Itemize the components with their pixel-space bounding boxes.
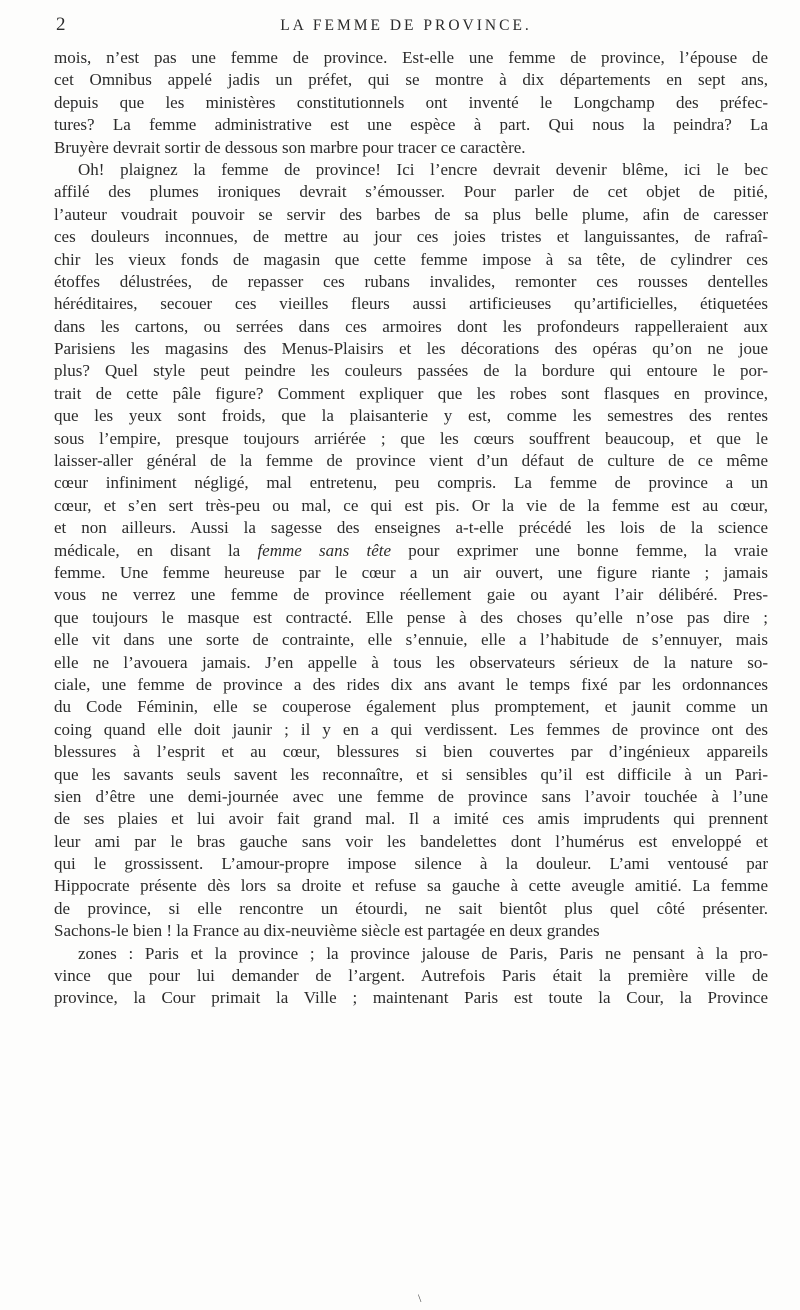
text-line: depuis que les ministères constitutionnels ont inventé le Longchamp des préfec-: [54, 92, 768, 112]
text-line: que les yeux sont froids, que la plaisanterie y est, comme les semestres des rentes: [54, 406, 768, 426]
text-line: du Code Féminin, elle se couperose également plus promptement, et jaunit comme un: [54, 697, 768, 717]
text-line: chir les vieux fonds de magasin que cette femme impose à sa tête, de cylindrer ces: [54, 249, 768, 269]
text-line: que toujours le masque est contracté. Elle pense à des choses qu’elle n’ose pas dire ;: [54, 607, 768, 627]
text-line: mois, n’est pas une femme de province. Est-elle une femme de province, l’épouse de: [54, 48, 768, 67]
text-line: dans les cartons, ou serrées dans ces armoires dont les profondeurs rappelleraient aux: [54, 316, 768, 336]
text-line: province, la Cour primait la Ville ; maintenant Paris est toute la Cour, la Province: [54, 988, 768, 1008]
text-line: cœur, et s’en sert très-peu ou mal, ce qui est pis. Or la vie de la femme est au cœur,: [54, 495, 768, 515]
text-line: ces douleurs inconnues, de mettre au jour ces joies tristes et languissantes, de rafraî-: [54, 227, 768, 247]
text-line: et non ailleurs. Aussi la sagesse des enseignes a-t-elle précédé les lois de la science: [54, 518, 768, 538]
text-line: de ses plaies et lui avoir fait grand mal. Il a imité ces amis imprudents qui prennent: [54, 809, 768, 829]
text-line: plus? Quel style peut peindre les couleurs passées de la bordure qui entoure le por-: [54, 361, 768, 381]
running-title: LA FEMME DE PROVINCE.: [280, 17, 532, 34]
text-line: elle ne l’avouera jamais. J’en appelle à tous les observateurs sérieux de la nature so-: [54, 652, 768, 672]
text-line: femme. Une femme heureuse par le cœur a un air ouvert, une figure riante ; jamais: [54, 562, 768, 582]
text-line-italic-phrase: [54, 540, 768, 562]
text-line: Bruyère devrait sortir de dessous son marbre pour tracer ce caractère.: [54, 137, 526, 157]
text-line: [54, 1010, 768, 1032]
text-line: coing quand elle doit jaunir ; il y en a qui verdissent. Les femmes de province ont des: [54, 719, 768, 739]
text-segment: pour exprimer une bonne femme, la vraie: [391, 540, 768, 560]
text-line: Oh! plaignez la femme de province! Ici l’encre devrait devenir blême, ici le bec: [78, 159, 768, 179]
text-line: Sachons-le bien ! la France au dix-neuvième siècle est partagée en deux grandes: [54, 921, 600, 941]
running-head: [56, 14, 756, 36]
text-line: leur ami par le bras gauche sans voir les bandelettes dont l’humérus est enveloppé et: [54, 831, 768, 851]
text-line: zones : Paris et la province ; la province jalouse de Paris, Paris ne pensant à la pro-: [78, 943, 768, 963]
text-line: sien d’être une demi-journée avec une femme de province sans l’avoir touchée à l’une: [54, 786, 768, 806]
text-line: héréditaires, secouer ces vieilles fleurs aussi artificieuses qu’artificielles, étiquetées: [54, 294, 768, 314]
text-line: laisser-aller général de la femme de province vient d’un défaut de culture de ce même: [54, 451, 768, 471]
text-line: elle vit dans une sorte de contrainte, elle s’ennuie, elle a l’habitude de s’ennuyer, mais: [54, 630, 768, 650]
text-segment: médicale, en disant la: [54, 540, 258, 560]
text-line: l’auteur voudrait pouvoir se servir des barbes de sa plus belle plume, afin de caresser: [54, 204, 768, 224]
text-line: vince que pour lui demander de l’argent. Autrefois Paris était la première ville de: [54, 966, 768, 986]
text-line: Parisiens les magasins des Menus-Plaisirs et les décorations des opéras qu’on ne joue: [54, 339, 768, 359]
text-line: ciale, une femme de province a des rides dix ans avant le temps fixé par les ordonnances: [54, 674, 768, 694]
text-line: que les savants seuls savent les reconnaître, et si sensibles qu’il est difficile à un Pari-: [54, 764, 768, 784]
text-line: cœur infiniment négligé, mal entretenu, peu compris. La femme de province a un: [54, 473, 768, 493]
italic-phrase: femme sans tête: [257, 540, 392, 560]
text-line: étoffes délustrées, de repasser ces rubans invalides, remonter ces rousses dentelles: [54, 271, 768, 291]
text-line: vous ne verrez une femme de province réellement gaie ou ayant l’air délibéré. Pres-: [54, 585, 768, 605]
text-line: tures? La femme administrative est une espèce à part. Qui nous la peindra? La: [54, 115, 768, 135]
text-line: Hippocrate présente dès lors sa droite et refuse sa gauche à cette aveugle amitié. La femme: [54, 876, 768, 896]
text-line: sous l’empire, presque toujours arriérée ; que les cœurs souffrent beaucoup, et que le: [54, 428, 768, 448]
printer-mark: \: [418, 1291, 422, 1305]
body-text: [54, 47, 768, 1032]
text-line: trait de cette pâle figure? Comment expliquer que les robes sont flasques en province,: [54, 383, 768, 403]
text-line: cet Omnibus appelé jadis un préfet, qui se montre à dix départements en sept ans,: [54, 70, 768, 90]
text-line: qui le grossissent. L’amour-propre impose silence à la douleur. L’ami ventousé par: [54, 854, 768, 874]
page-number: 2: [56, 14, 66, 35]
text-line: blessures à l’esprit et au cœur, blessures si bien couvertes par d’ingénieux appareils: [54, 742, 768, 762]
text-line: de province, si elle rencontre un étourdi, ne sait bientôt plus quel côté présenter.: [54, 898, 768, 918]
text-line: affilé des plumes ironiques devrait s’émousser. Pour parler de cet objet de pitié,: [54, 182, 768, 202]
